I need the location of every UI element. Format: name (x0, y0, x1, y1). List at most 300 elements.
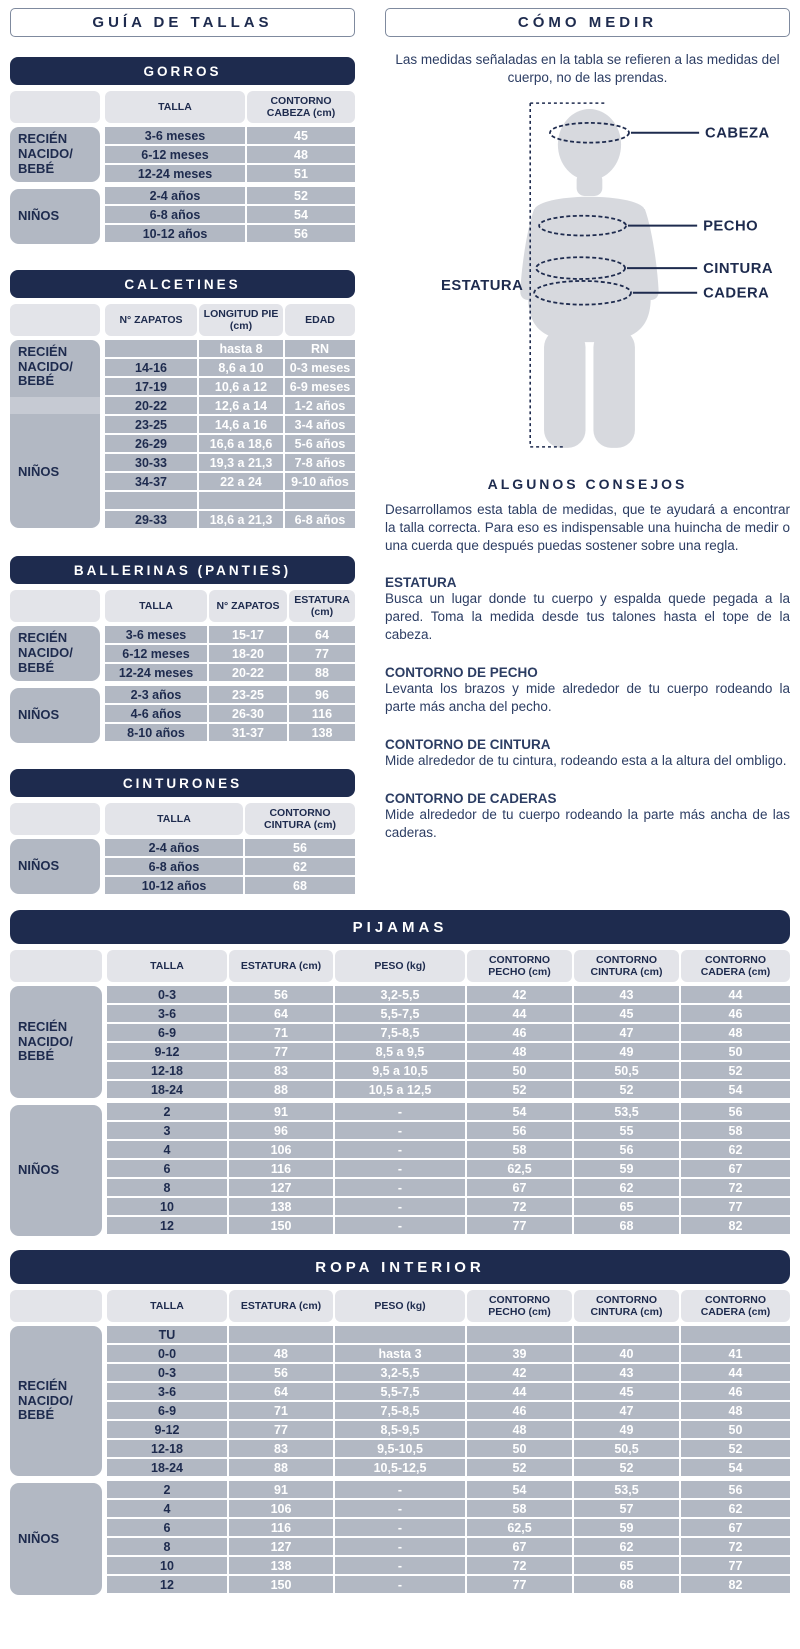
table-cell: - (335, 1519, 465, 1536)
column-header: TALLA (105, 803, 243, 835)
column-header-spacer (10, 950, 102, 982)
table-cell: 1-2 años (285, 397, 355, 414)
estatura-label: ESTATURA (440, 277, 524, 294)
group-label: RECIÉN NACIDO/ BEBÉ (10, 127, 100, 182)
table-header-row (10, 590, 355, 622)
top-section (10, 8, 790, 896)
row-group (105, 626, 355, 681)
table-cell: 12-18 (107, 1440, 227, 1457)
table-cell: 8,5 a 9,5 (335, 1043, 465, 1060)
table-cell: 2 (107, 1103, 227, 1120)
group-label: NIÑOS (10, 839, 100, 894)
table-row (105, 146, 355, 163)
table-cell (574, 1326, 679, 1343)
table-cell: 42 (467, 1364, 572, 1381)
table-cell: 88 (229, 1459, 333, 1476)
table-cell: 116 (229, 1160, 333, 1177)
table-cell: 3,2-5,5 (335, 1364, 465, 1381)
table-cell: 10 (107, 1557, 227, 1574)
table-cell: 3-6 meses (105, 127, 245, 144)
table-cell: 62 (245, 858, 355, 875)
table-cell: 6-9 (107, 1024, 227, 1041)
table-cell: 72 (681, 1179, 790, 1196)
table-cell: 3,2-5,5 (335, 986, 465, 1003)
table-cell: 3-4 años (285, 416, 355, 433)
row-group (105, 839, 355, 894)
table-row (107, 1440, 790, 1457)
table-header-row (10, 1290, 790, 1322)
tip-body: Busca un lugar donde tu cuerpo y espalda quede pegada a la pared. Toma la medida desde tus talones hasta el tope de la cabeza. (385, 591, 790, 643)
table-cell: 58 (467, 1500, 572, 1517)
group-label: NIÑOS (10, 1105, 102, 1236)
table-cell: 77 (467, 1217, 572, 1234)
rows-column (105, 340, 355, 530)
table-row (107, 1081, 790, 1098)
table-cell: hasta 3 (335, 1345, 465, 1362)
label-column (10, 127, 100, 244)
table-cell: 7-8 años (285, 454, 355, 471)
table-cell: 64 (289, 626, 355, 643)
table-body (10, 986, 790, 1236)
table-row (107, 1179, 790, 1196)
table-row (107, 1402, 790, 1419)
row-group (105, 127, 355, 182)
table-row (107, 1538, 790, 1555)
table-cell: - (335, 1500, 465, 1517)
table-cell: 82 (681, 1576, 790, 1593)
table-cell: 67 (467, 1538, 572, 1555)
table-cell: RN (285, 340, 355, 357)
table-row (105, 206, 355, 223)
table-row (107, 1383, 790, 1400)
column-header: CONTORNO CINTURA (cm) (245, 803, 355, 835)
table-cell: 49 (574, 1043, 679, 1060)
table-cell: 18-20 (209, 645, 287, 662)
table-cell: 77 (229, 1043, 333, 1060)
table-cell: 47 (574, 1024, 679, 1041)
table-row (105, 473, 355, 490)
rows-column (105, 127, 355, 244)
group-label-text: NIÑOS (18, 463, 60, 479)
tip-contorno-caderas (385, 791, 790, 842)
table-cell: - (335, 1557, 465, 1574)
table-cell: 7,5-8,5 (335, 1024, 465, 1041)
table-row (105, 858, 355, 875)
table-cell: 71 (229, 1024, 333, 1041)
how-to-measure-column (385, 8, 790, 896)
table-row (107, 1160, 790, 1177)
cadera-label: CADERA (703, 285, 770, 302)
table-row (105, 492, 355, 509)
table-cell: 45 (574, 1005, 679, 1022)
table-cell: 91 (229, 1103, 333, 1120)
table-cell: 67 (681, 1160, 790, 1177)
table-cell: 6 (107, 1519, 227, 1536)
table-cell: 106 (229, 1141, 333, 1158)
column-header: ESTATURA (cm) (289, 590, 355, 622)
table-cell: 67 (681, 1519, 790, 1536)
table-cell: 6-12 meses (105, 146, 245, 163)
table-cell: 3-6 (107, 1005, 227, 1022)
table-row (107, 1122, 790, 1139)
table-cell: 8,5-9,5 (335, 1421, 465, 1438)
table-cell: 50 (681, 1421, 790, 1438)
table-cell: 5,5-7,5 (335, 1383, 465, 1400)
table-cell: 56 (681, 1481, 790, 1498)
table-cell: 47 (574, 1402, 679, 1419)
how-to-measure-title (385, 8, 790, 37)
row-group (105, 187, 355, 242)
column-header-spacer (10, 91, 100, 123)
table-row (105, 340, 355, 357)
table-cell: 49 (574, 1421, 679, 1438)
table-cell: 150 (229, 1576, 333, 1593)
table-cell (681, 1326, 790, 1343)
tables-column (10, 8, 355, 896)
how-to-measure-title-text: CÓMO MEDIR (517, 14, 658, 31)
column-header-spacer (10, 803, 100, 835)
table-body (10, 1326, 790, 1595)
table-cell: 9-12 (107, 1043, 227, 1060)
table-cell: 138 (229, 1198, 333, 1215)
table-cell: 54 (467, 1481, 572, 1498)
table-cell: 44 (681, 986, 790, 1003)
table-cell: 72 (467, 1198, 572, 1215)
column-header: N° ZAPATOS (105, 304, 197, 336)
table-cell: 127 (229, 1538, 333, 1555)
table-cell: 52 (681, 1062, 790, 1079)
table-cell: 4-6 años (105, 705, 207, 722)
table-cell: - (335, 1160, 465, 1177)
table-cell: 5-6 años (285, 435, 355, 452)
table-cell: 106 (229, 1500, 333, 1517)
table-row (105, 378, 355, 395)
table-cell: 6-8 años (105, 206, 245, 223)
table-cell: 3-6 (107, 1383, 227, 1400)
table-cell: 64 (229, 1383, 333, 1400)
table-row (107, 986, 790, 1003)
page-title (10, 8, 355, 37)
table-cell: 96 (229, 1122, 333, 1139)
table-cell: 53,5 (574, 1103, 679, 1120)
table-cell: 29-33 (105, 511, 197, 528)
column-header: CONTORNO PECHO (cm) (467, 950, 572, 982)
table-cell: 77 (289, 645, 355, 662)
table-cell: 138 (229, 1557, 333, 1574)
size-table-ropa-interior (10, 1250, 790, 1595)
table-cell: 0-3 (107, 1364, 227, 1381)
table-cell: 56 (247, 225, 355, 242)
table-cell: 45 (574, 1383, 679, 1400)
row-group (105, 397, 355, 528)
tip-body: Mide alrededor de tu cintura, rodeando esta a la altura del ombligo. (385, 753, 787, 769)
table-cell: 2-4 años (105, 187, 245, 204)
table-row (107, 1576, 790, 1593)
table-cell: 14-16 (105, 359, 197, 376)
table-cell: 48 (467, 1421, 572, 1438)
table-cell (335, 1326, 465, 1343)
table-cell: 30-33 (105, 454, 197, 471)
column-header: PESO (kg) (335, 950, 465, 982)
table-cell: 12 (107, 1217, 227, 1234)
table-cell: 43 (574, 986, 679, 1003)
tip-heading: CONTORNO DE CADERAS (385, 791, 557, 807)
table-cell: 6-12 meses (105, 645, 207, 662)
table-cell: 9,5-10,5 (335, 1440, 465, 1457)
table-row (107, 1519, 790, 1536)
table-cell: 18-24 (107, 1459, 227, 1476)
table-row (107, 1345, 790, 1362)
size-table-ballerinas (10, 556, 355, 743)
table-cell: 56 (229, 1364, 333, 1381)
table-row (105, 165, 355, 182)
row-group (107, 1103, 790, 1234)
table-row (105, 127, 355, 144)
table-row (105, 187, 355, 204)
table-cell: 10,5 a 12,5 (335, 1081, 465, 1098)
group-label (10, 340, 100, 528)
table-title: PIJAMAS (10, 910, 790, 944)
table-cell: 48 (681, 1024, 790, 1041)
table-cell: 77 (229, 1421, 333, 1438)
table-cell: 48 (229, 1345, 333, 1362)
table-row (107, 1005, 790, 1022)
table-cell: 10,5-12,5 (335, 1459, 465, 1476)
table-cell: 71 (229, 1402, 333, 1419)
table-cell: 3 (107, 1122, 227, 1139)
rows-column (107, 986, 790, 1236)
label-column (10, 1326, 102, 1595)
label-column (10, 340, 100, 530)
table-cell: 68 (574, 1217, 679, 1234)
table-cell: 52 (574, 1459, 679, 1476)
group-label: NIÑOS (10, 688, 100, 743)
table-row (107, 1141, 790, 1158)
table-cell: 54 (467, 1103, 572, 1120)
table-cell: 10-12 años (105, 225, 245, 242)
table-cell: 0-3 meses (285, 359, 355, 376)
table-cell: 52 (467, 1459, 572, 1476)
table-cell: 59 (574, 1519, 679, 1536)
table-cell: 8 (107, 1179, 227, 1196)
tips-title: ALGUNOS CONSEJOS (487, 475, 688, 492)
table-row (105, 664, 355, 681)
table-cell: 8-10 años (105, 724, 207, 741)
table-cell: 77 (681, 1557, 790, 1574)
table-cell: 16,6 a 18,6 (199, 435, 283, 452)
table-cell: 77 (681, 1198, 790, 1215)
table-cell: 12-24 meses (105, 664, 207, 681)
child-silhouette (520, 109, 658, 448)
table-row (105, 705, 355, 722)
table-cell: hasta 8 (199, 340, 283, 357)
table-cell: 54 (247, 206, 355, 223)
table-cell: 65 (574, 1198, 679, 1215)
table-cell: 52 (574, 1081, 679, 1098)
table-cell (105, 340, 197, 357)
table-cell: 31-37 (209, 724, 287, 741)
table-cell: 72 (681, 1538, 790, 1555)
cintura-label: CINTURA (703, 260, 774, 277)
table-row (107, 1421, 790, 1438)
measuring-note: Las medidas señaladas en la tabla se refieren a las medidas del cuerpo, no de las prendas. (395, 52, 780, 85)
table-row (107, 1364, 790, 1381)
tips-intro: Desarrollamos esta tabla de medidas, que te ayudará a encontrar la talla correcta. Para eso es indispensable una huincha de medir o una cuerda que después puedas sostener sobre una regla. (385, 501, 790, 553)
column-header: CONTORNO CADERA (cm) (681, 1290, 790, 1322)
size-table-gorros (10, 57, 355, 244)
column-header-spacer (10, 1290, 102, 1322)
tip-heading: CONTORNO DE CINTURA (385, 737, 551, 753)
group-label: NIÑOS (10, 189, 100, 244)
table-cell: 67 (467, 1179, 572, 1196)
table-row (105, 839, 355, 856)
table-cell: 7,5-8,5 (335, 1402, 465, 1419)
table-cell: 0-0 (107, 1345, 227, 1362)
table-cell: 12-18 (107, 1062, 227, 1079)
table-cell: 17-19 (105, 378, 197, 395)
table-cell: 58 (467, 1141, 572, 1158)
table-cell: 46 (681, 1383, 790, 1400)
table-cell (229, 1326, 333, 1343)
table-cell: - (335, 1103, 465, 1120)
table-cell: 26-29 (105, 435, 197, 452)
table-cell: 52 (247, 187, 355, 204)
table-cell: 4 (107, 1141, 227, 1158)
column-header: TALLA (105, 91, 245, 123)
column-header: CONTORNO CADERA (cm) (681, 950, 790, 982)
table-cell: - (335, 1122, 465, 1139)
page-title-text: GUÍA DE TALLAS (92, 14, 273, 31)
table-cell: 6 (107, 1160, 227, 1177)
table-cell: 8 (107, 1538, 227, 1555)
rows-column (105, 626, 355, 743)
body-measurement-diagram (385, 97, 790, 460)
table-cell: 23-25 (209, 686, 287, 703)
table-cell: 8,6 a 10 (199, 359, 283, 376)
table-row (107, 1198, 790, 1215)
table-row (105, 397, 355, 414)
table-cell: 116 (229, 1519, 333, 1536)
table-cell (105, 492, 197, 509)
table-cell: 15-17 (209, 626, 287, 643)
column-header-spacer (10, 590, 100, 622)
table-cell: 44 (467, 1005, 572, 1022)
column-header: PESO (kg) (335, 1290, 465, 1322)
table-row (107, 1217, 790, 1234)
table-cell: 54 (681, 1081, 790, 1098)
table-row (105, 626, 355, 643)
table-cell: 68 (574, 1576, 679, 1593)
table-cell: 48 (247, 146, 355, 163)
table-cell: TU (107, 1326, 227, 1343)
table-cell: 40 (574, 1345, 679, 1362)
column-header: ESTATURA (cm) (229, 950, 333, 982)
table-cell: 52 (681, 1440, 790, 1457)
table-cell: 10-12 años (105, 877, 243, 894)
table-cell: 41 (681, 1345, 790, 1362)
table-cell: - (335, 1538, 465, 1555)
tip-heading: ESTATURA (385, 575, 457, 591)
table-cell: 56 (574, 1141, 679, 1158)
table-cell: 68 (245, 877, 355, 894)
table-cell: 20-22 (105, 397, 197, 414)
table-row (107, 1557, 790, 1574)
column-header: TALLA (107, 1290, 227, 1322)
row-group (107, 1481, 790, 1593)
table-row (107, 1459, 790, 1476)
table-cell: 22 a 24 (199, 473, 283, 490)
table-cell: 6-8 años (105, 858, 243, 875)
table-cell: 9-10 años (285, 473, 355, 490)
table-cell: - (335, 1141, 465, 1158)
table-cell: - (335, 1198, 465, 1215)
size-table-pijamas (10, 910, 790, 1236)
table-cell: 64 (229, 1005, 333, 1022)
table-cell (467, 1326, 572, 1343)
table-cell: 46 (467, 1402, 572, 1419)
table-cell: 23-25 (105, 416, 197, 433)
tip-body: Mide alrededor de tu cuerpo rodeando la parte más ancha de las caderas. (385, 807, 790, 841)
table-cell: 82 (681, 1217, 790, 1234)
table-row (105, 416, 355, 433)
table-cell: 53,5 (574, 1481, 679, 1498)
cabeza-label: CABEZA (705, 125, 770, 142)
label-column (10, 626, 100, 743)
column-header: ESTATURA (cm) (229, 1290, 333, 1322)
table-row (105, 877, 355, 894)
table-cell: 50 (467, 1440, 572, 1457)
table-cell: 52 (467, 1081, 572, 1098)
table-header-row (10, 91, 355, 123)
table-row (107, 1043, 790, 1060)
column-header-spacer (10, 304, 100, 336)
table-cell: 12,6 a 14 (199, 397, 283, 414)
table-title: CALCETINES (10, 270, 355, 298)
tip-body: Levanta los brazos y mide alrededor de tu cuerpo rodeando la parte más ancha del pecho. (385, 681, 790, 715)
table-cell: 6-9 (107, 1402, 227, 1419)
column-header: CONTORNO CABEZA (cm) (247, 91, 355, 123)
table-cell: 51 (247, 165, 355, 182)
table-cell: - (335, 1217, 465, 1234)
table-header-row (10, 304, 355, 336)
table-row (105, 454, 355, 471)
table-cell: 6-8 años (285, 511, 355, 528)
table-cell: 18,6 a 21,3 (199, 511, 283, 528)
table-body (10, 626, 355, 743)
table-cell: 48 (467, 1043, 572, 1060)
table-cell: 56 (467, 1122, 572, 1139)
rows-column (105, 839, 355, 896)
table-cell: 48 (681, 1402, 790, 1419)
row-group (105, 686, 355, 741)
table-cell: 44 (681, 1364, 790, 1381)
table-cell: 56 (229, 986, 333, 1003)
row-group (107, 1326, 790, 1476)
table-cell: 9,5 a 10,5 (335, 1062, 465, 1079)
size-table-calcetines (10, 270, 355, 530)
group-label: RECIÉN NACIDO/ BEBÉ (10, 626, 100, 681)
table-cell: 83 (229, 1062, 333, 1079)
group-label: NIÑOS (10, 1483, 102, 1595)
row-group (105, 340, 355, 395)
body-diagram-svg (385, 97, 790, 455)
table-cell: 45 (247, 127, 355, 144)
group-label-text: RECIÉN NACIDO/ BEBÉ (18, 344, 73, 389)
table-row (105, 359, 355, 376)
tip-contorno-pecho (385, 665, 790, 716)
table-cell: 62,5 (467, 1160, 572, 1177)
label-column (10, 839, 100, 896)
